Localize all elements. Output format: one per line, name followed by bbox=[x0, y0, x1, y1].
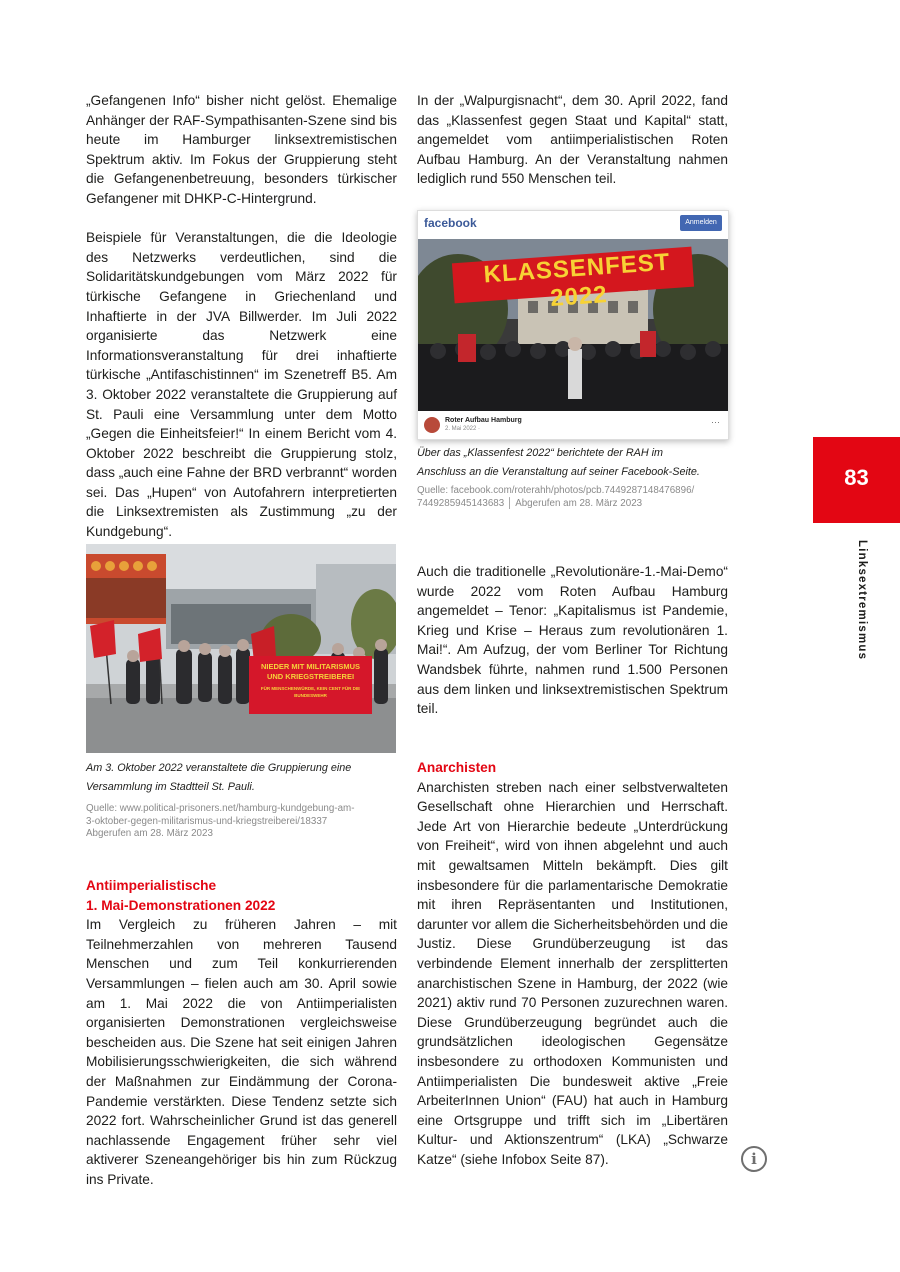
right-column-middle bbox=[417, 562, 728, 719]
left-column-bottom bbox=[86, 876, 397, 1190]
facebook-photo-klassenfest bbox=[418, 239, 728, 411]
source-line: Quelle: www.political-prisoners.net/hamburg-kundgebung-am- bbox=[86, 803, 355, 814]
facebook-post-footer bbox=[418, 411, 728, 439]
left-column-top bbox=[86, 91, 397, 542]
right-column-top bbox=[417, 91, 728, 189]
section-label-linksextremismus: Linksextremismus bbox=[856, 540, 868, 661]
more-options-icon: ··· bbox=[711, 417, 720, 427]
facebook-post-date: 2. Mai 2022 · bbox=[445, 426, 481, 432]
banner-text-block bbox=[249, 662, 372, 699]
klassenfest-banner-text: KLASSENFEST 2022 bbox=[482, 248, 672, 312]
paragraph-mai-demonstrationen: Im Vergleich zu früheren Jahren – mit Teilnehmerzahlen von mehreren Tausend Menschen und zum Teil konkurrierenden Versammlungen – fielen auch am 30. April sowie am 1. Mai 2022 die von Antiimperialisten organisierten Demonstrationen vergleichsweise bescheiden aus. Die Szene hat seit einigen Jahren Mobilisierungsschwierigkeiten, die sich während der Maßnahmen zur Eindämmung der Corona-Pandemie verstärkten. Diese Tendenz setzte sich 2022 fort. Wahrscheinlicher Grund ist das generell nachlassende Engagement früher sehr viel aktiverer Szeneangehöriger bis hin zum Rückzug ins Private. bbox=[86, 917, 397, 1187]
section-heading-anarchisten: Anarchisten bbox=[417, 760, 497, 775]
source-line: Quelle: facebook.com/roterahh/photos/pcb.7449287148476896/ bbox=[417, 485, 695, 496]
paragraph-veranstaltungen: Beispiele für Veranstaltungen, die die Ideologie des Netzwerks verdeutlichen, sind die Solidaritätskundgebungen vom März 2022 für türkische Gefangene in Griechenland und Inhaftierte in der JVA Billwerder. Im Juli 2022 organisierte das Netzwerk eine Informationsveranstaltung für drei inhaftierte türkische „Antifaschistinnen“ im Szenetreff B5. Am 3. Oktober 2022 veranstaltete die Gruppierung auf St. Pauli eine Versammlung unter dem Motto „Gegen die Einheitsfeier!“ In einem Bericht vom 4. Oktober 2022 beschreibt die Gruppierung stolz, dass „auch eine Fahne der BRD verbrannt“ worden sei. Das „Hupen“ von Autofahrern interpretierten die Linksextremisten als Zustimmung „zu der Kundgebung“. bbox=[86, 230, 397, 540]
photo-source-klassenfest bbox=[417, 485, 747, 510]
photo-st-pauli-illustration bbox=[86, 544, 396, 753]
source-line: 7449285945143683 │ Abgerufen am 28. März 2023 bbox=[417, 497, 643, 509]
facebook-header bbox=[418, 211, 728, 237]
avatar bbox=[424, 417, 440, 433]
info-icon[interactable]: i bbox=[741, 1146, 767, 1172]
paragraph-gefangenen-info: „Gefangenen Info“ bisher nicht gelöst. Ehemalige Anhänger der RAF-Sympathisanten-Szene sind bis heute im Hamburger linksextremistischen Spektrum aktiv. Im Fokus der Gruppierung steht die Gefangenenbetreuung, besonders türkischer Gefangener mit DHKP-C-Hintergrund. bbox=[86, 93, 397, 206]
photo-st-pauli-rally bbox=[86, 544, 396, 753]
facebook-page-name: Roter Aufbau Hamburg bbox=[445, 417, 522, 424]
banner-line-1: NIEDER MIT MILITARISMUS bbox=[260, 662, 361, 671]
photo-source-st-pauli bbox=[86, 803, 397, 841]
facebook-logo: facebook bbox=[424, 216, 477, 230]
page-number-tab bbox=[813, 437, 900, 523]
banner-line-2: UND KRIEGSTREIBEREI bbox=[266, 672, 355, 681]
left-caption-block bbox=[86, 759, 397, 841]
source-line: Abgerufen am 28. März 2023 bbox=[86, 828, 213, 839]
section-heading-mai-demonstrationen: 1. Mai-Demonstrationen 2022 bbox=[86, 897, 276, 913]
source-line: 3-oktober-gegen-militarismus-und-kriegstreiberei/18337 bbox=[86, 815, 328, 827]
paragraph-revolutionaere-1-mai-demo: Auch die traditionelle „Revolutionäre-1.-Mai-Demo“ wurde 2022 vom Roten Aufbau Hamburg angemeldet – Tenor: „Kapitalismus ist Pandemie, Krieg und Krise – Heraus zum revolutionären 1. Mai!“. Am Aufzug, der vom Berliner Tor Richtung Wandsbek führte, nahmen rund 1.500 Personen aus dem linken und linksextremistischen Spektrum teil. bbox=[417, 564, 728, 717]
photo-caption-klassenfest-line-1: Über das „Klassenfest 2022“ berichtete der RAH im bbox=[417, 447, 664, 459]
paragraph-walpurgisnacht: In der „Walpurgisnacht“, dem 30. April 2022, fand das „Klassenfest gegen Staat und Kapital“ statt, angemeldet vom antiimperialistischen Roten Aufbau Hamburg. An der Veranstaltung nahmen lediglich rund 550 Menschen teil. bbox=[417, 93, 728, 187]
page-number: 83 bbox=[844, 465, 869, 490]
right-caption-block bbox=[417, 444, 747, 510]
section-heading-antiimperialistische: Antiimperialistische bbox=[86, 878, 217, 893]
facebook-login-button: Anmelden bbox=[680, 215, 722, 231]
right-column-bottom bbox=[417, 758, 728, 1169]
facebook-post-screenshot bbox=[417, 210, 729, 440]
photo-caption-klassenfest-line-2: Anschluss an die Veranstaltung auf seiner Facebook-Seite. bbox=[417, 466, 700, 478]
photo-caption-st-pauli: Am 3. Oktober 2022 veranstaltete die Gruppierung eine Versammlung im Stadtteil St. Pauli. bbox=[86, 762, 352, 793]
banner-line-3: FÜR MENSCHENWÜRDE, KEIN CENT FÜR DIE BUNDESWEHR bbox=[260, 686, 361, 698]
paragraph-anarchisten: Anarchisten streben nach einer selbstverwalteten Gesellschaft ohne Hierarchien und Herrschaft. Jede Art von Hierarchie bedeute „Unterdrückung von Freiheit“, wird von ihnen abgelehnt und auch mit gewaltsamen Mitteln bekämpft. Dies gilt insbesondere für die parlamentarische Demokratie mit ihren Repräsentanten und Institutionen, darunter vor allem die Sicherheitsbehörden und die Justiz. Diese Grundüberzeugung ist das verbindende Element innerhalb der zersplitterten anarchistischen Szene in Hamburg, der 2022 (wie 2021) aktiv rund 70 Personen zuzurechnen waren. Diese Grundüberzeugung begründet auch die grundsätzlichen ideologischen Gegensätze insbesondere zu orthodoxen Kommunisten und Antiimperialisten Die bundesweit aktive „Freie ArbeiterInnen Union“ (FAU) hat auch in Hamburg eine Ortsgruppe und trifft sich im „Libertären Kultur- und Aktionszentrum“ (LKA) „Schwarze Katze“ (siehe Infobox Seite 87). bbox=[417, 779, 728, 1167]
